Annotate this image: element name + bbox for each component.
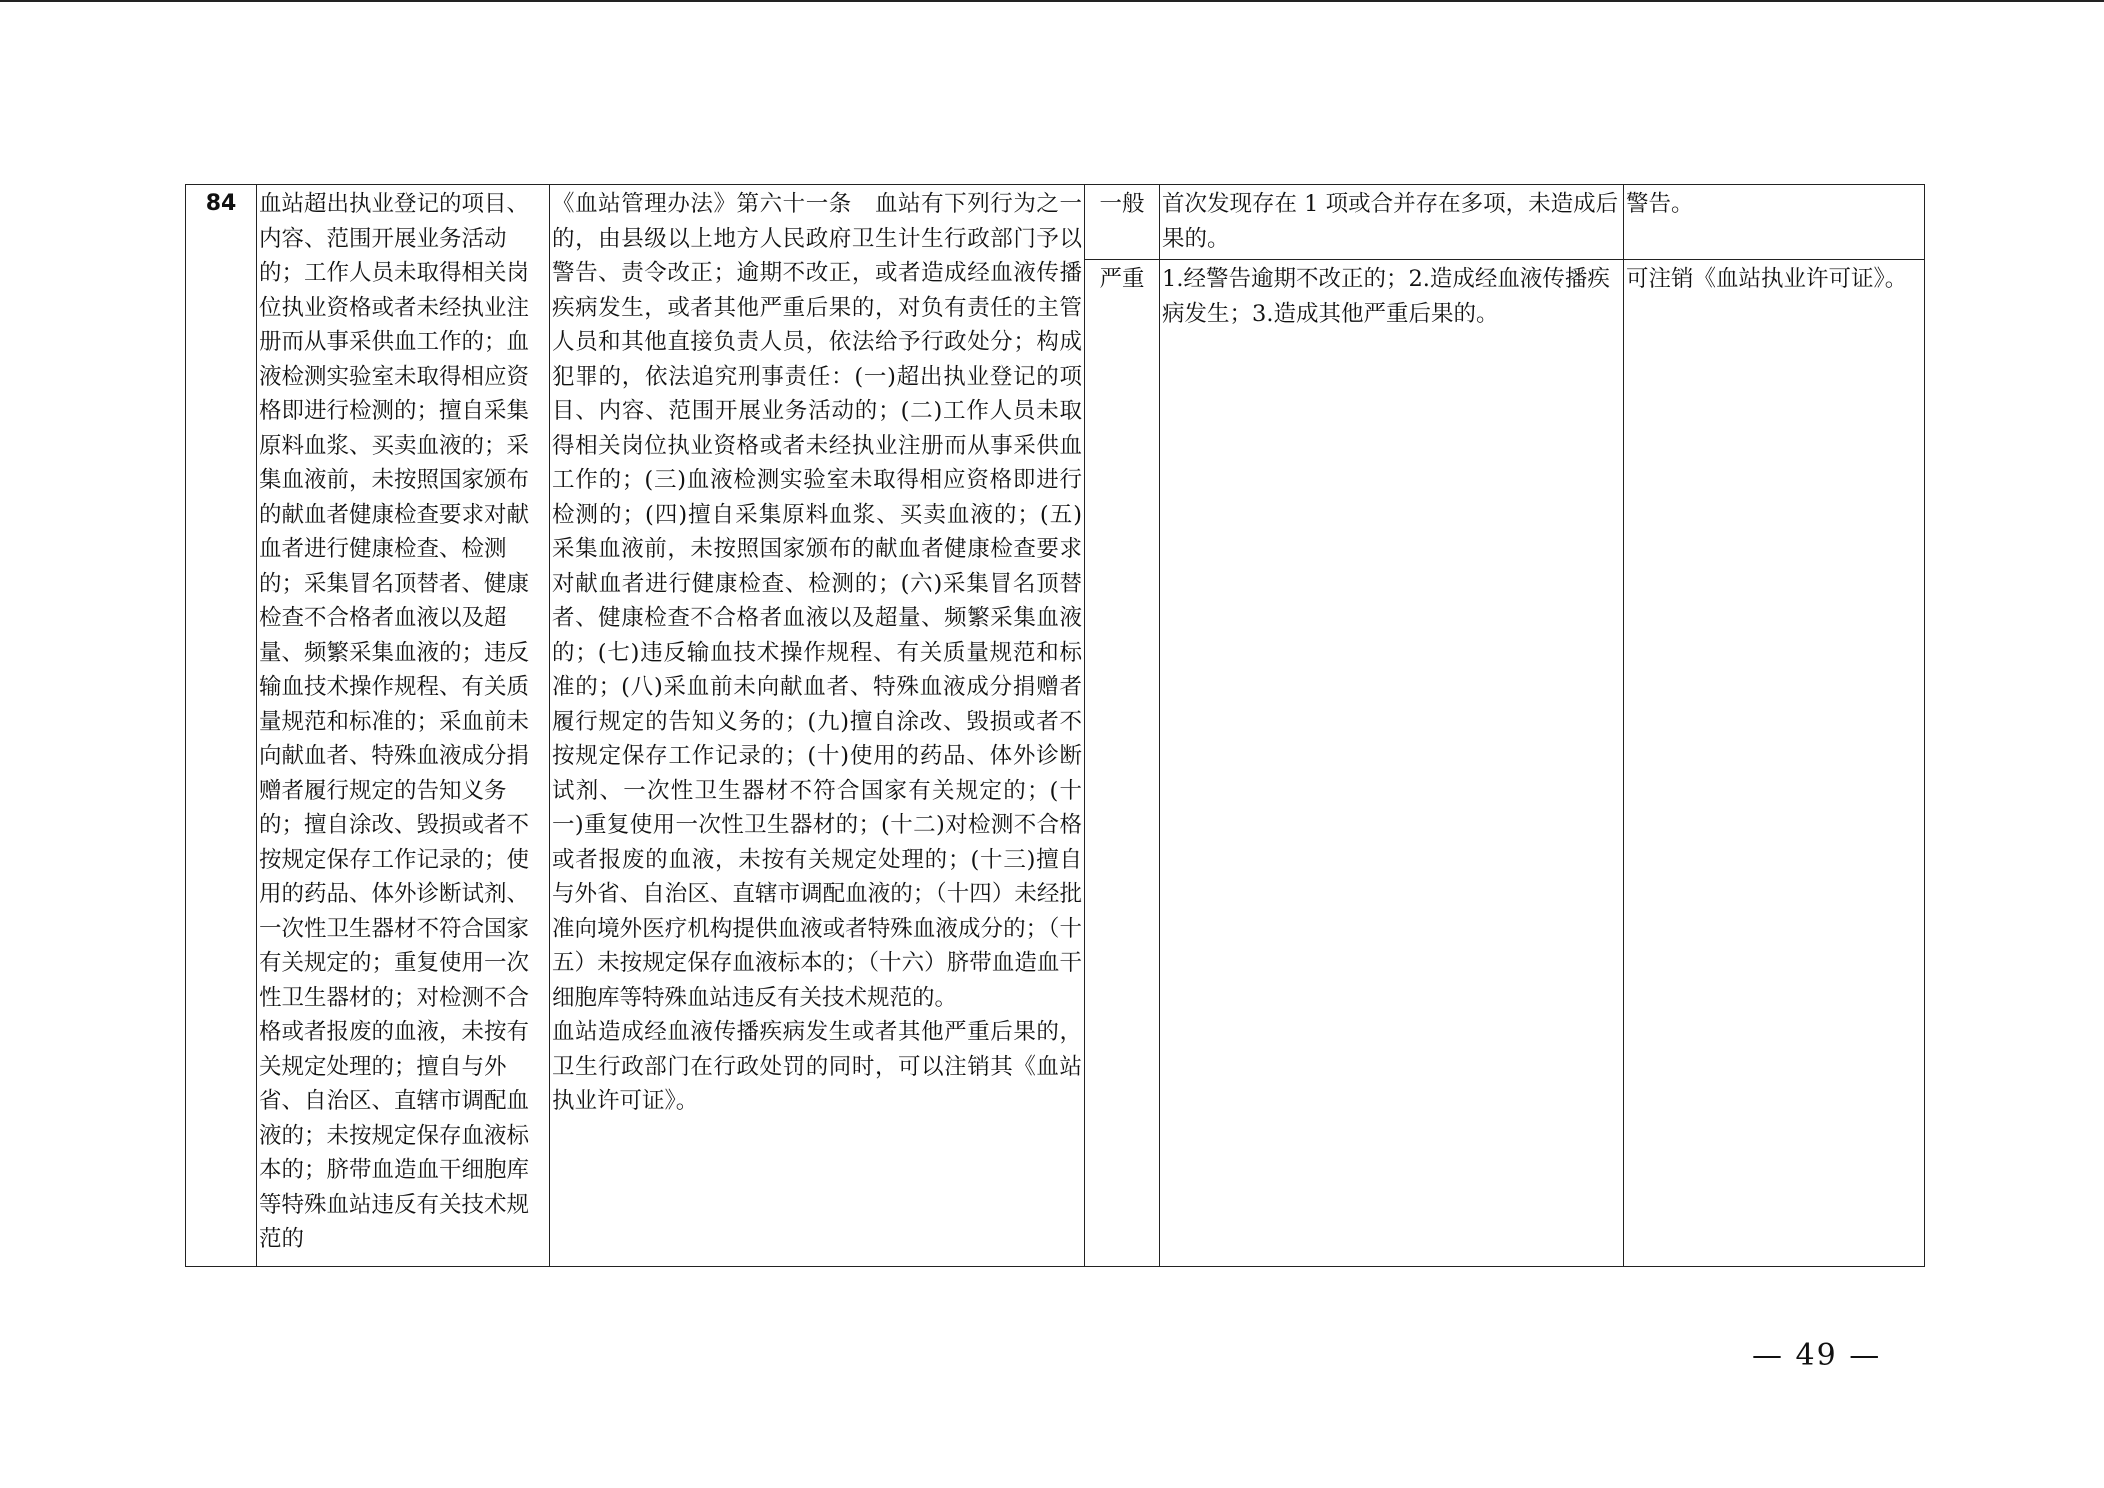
page-number: — 49 — [1752,1338,1882,1373]
penalty-standard-table [185,184,1925,1267]
violation-behavior-cell: 血站超出执业登记的项目、内容、范围开展业务活动的；工作人员未取得相关岗位执业资格或者未经执业注册而从事采供血工作的；血液检测实验室未取得相应资格即进行检测的；擅自采集原料血浆、买卖血液的；采集血液前，未按照国家颁布的献血者健康检查要求对献血者进行健康检查、检测的；采集冒名顶替者、健康检查不合格者血液以及超量、频繁采集血液的；违反输血技术操作规程、有关质量规范和标准的；采血前未向献血者、特殊血液成分捐赠者履行规定的告知义务的；擅自涂改、毁损或者不按规定保存工作记录的；使用的药品、体外诊断试剂、一次性卫生器材不符合国家有关规定的；重复使用一次性卫生器材的；对检测不合格或者报废的血液，未按有关规定处理的；擅自与外省、自治区、直辖市调配血液的；未按规定保存血液标本的；脐带血造血干细胞库等特殊血站违反有关技术规范的 [257,185,550,1267]
table-row [186,185,1925,260]
circumstance-serious: 1.经警告逾期不改正的；2.造成经血液传播疾病发生；3.造成其他严重后果的。 [1160,260,1624,1267]
penalty-standard-serious: 可注销《血站执业许可证》。 [1624,260,1925,1267]
level-general: 一般 [1085,185,1160,260]
legal-basis-extra-text: 血站造成经血液传播疾病发生或者其他严重后果的，卫生行政部门在行政处罚的同时，可以注销其《血站执业许可证》。 [552,1019,1082,1114]
penalty-standard-general: 警告。 [1624,185,1925,260]
legal-basis-cell [550,185,1085,1267]
circumstance-general: 首次发现存在 1 项或合并存在多项，未造成后果的。 [1160,185,1624,260]
item-number: 84 [186,185,257,1267]
level-serious: 严重 [1085,260,1160,1267]
top-border-line [0,0,2104,2]
legal-basis-text: 《血站管理办法》第六十一条 血站有下列行为之一的，由县级以上地方人民政府卫生计生行政部门予以警告、责令改正；逾期不改正，或者造成经血液传播疾病发生，或者其他严重后果的，对负有责任的主管人员和其他直接负责人员，依法给予行政处分；构成犯罪的，依法追究刑事责任：(一)超出执业登记的项目、内容、范围开展业务活动的；(二)工作人员未取得相关岗位执业资格或者未经执业注册而从事采供血工作的；(三)血液检测实验室未取得相应资格即进行检测的；(四)擅自采集原料血浆、买卖血液的；(五)采集血液前，未按照国家颁布的献血者健康检查要求对献血者进行健康检查、检测的；(六)采集冒名顶替者、健康检查不合格者血液以及超量、频繁采集血液的；(七)违反输血技术操作规程、有关质量规范和标准的；(八)采血前未向献血者、特殊血液成分捐赠者履行规定的告知义务的；(九)擅自涂改、毁损或者不按规定保存工作记录的；(十)使用的药品、体外诊断试剂、一次性卫生器材不符合国家有关规定的；(十一)重复使用一次性卫生器材的；(十二)对检测不合格或者报废的血液，未按有关规定处理的；(十三)擅自与外省、自治区、直辖市调配血液的；（十四）未经批准向境外医疗机构提供血液或者特殊血液成分的；（十五）未按规定保存血液标本的；（十六）脐带血造血干细胞库等特殊血站违反有关技术规范的。 [552,191,1082,1011]
